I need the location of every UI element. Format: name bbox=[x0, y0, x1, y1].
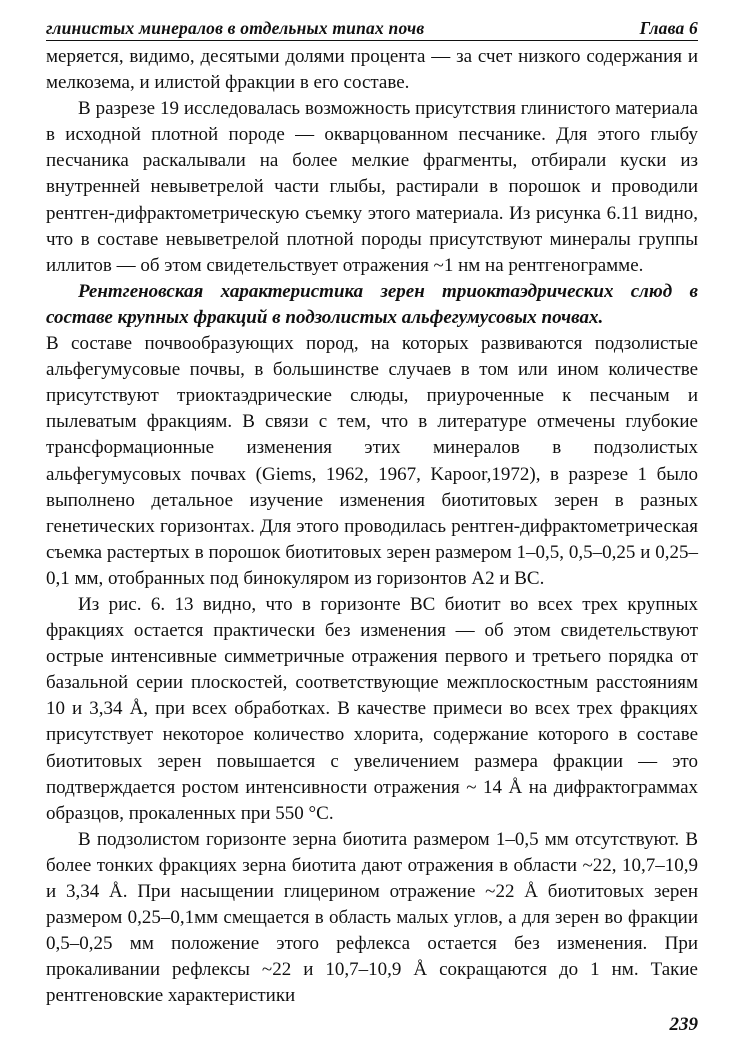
section-heading: Рентгеновская характеристика зерен триоктаэдрических слюд в составе крупных фракций в подзолистых альфегумусовых почвах. bbox=[46, 280, 698, 328]
paragraph: В составе почвообразующих пород, на которых развиваются подзолистые альфегумусовые почвы, в большинстве случаев в том или ином количестве присутствуют триоктаэдрические слюды, приуроченные к песчаным и пылеватым фракциям. В связи с тем, что в литературе отмечены глубокие трансформационные изменения этих минералов в подзолистых альфегумусовых почвах (Giems, 1962, 1967, Kapoor,1972), в разрезе 1 было выполнено детальное изучение изменения биотитовых зерен в разных генетических горизонтах. Для этого проводилась рентген-дифрактометрическая съемка растертых в порошок биотитовых зерен размером 1–0,5, 0,5–0,25 и 0,25–0,1 мм, отобранных под бинокуляром из горизонтов A2 и BC. bbox=[46, 333, 698, 589]
paragraph: Из рис. 6. 13 видно, что в горизонте BC биотит во всех трех крупных фракциях остается практически без изменения — об этом свидетельствуют острые интенсивные симметричные отражения первого и третьего порядка от базальной серии плоскостей, соответствующие межплоскостным расстояниям 10 и 3,34 Å, при всех обработках. В качестве примеси во всех трех фракциях присутствует некоторое количество хлорита, содержание которого в составе биотитовых зерен повышается с увеличением размера фракции — это подтверждается ростом интенсивности отражения ~ 14 Å на дифрактограммах образцов, прокаленных при 550 °C. bbox=[46, 593, 698, 824]
running-header bbox=[46, 12, 698, 42]
paragraph-continued: меряется, видимо, десятыми долями процента — за счет низкого содержания и мелкозема, и илистой фракции в его составе. bbox=[46, 46, 698, 94]
header-rule bbox=[46, 40, 698, 41]
chapter-label: Глава 6 bbox=[639, 18, 698, 38]
paragraph: В разрезе 19 исследовалась возможность присутствия глинистого материала в исходной плотной породе — окварцованном песчанике. Для этого глыбу песчаника раскалывали на более мелкие фрагменты, отбирали куски из внутренней невыветрелой части глыбы, растирали в порошок и проводили рентген-дифрактометрическую съемку этого материала. Из рисунка 6.11 видно, что в составе невыветрелой плотной породы присутствуют минералы группы иллитов — об этом свидетельствует отражения ~1 нм на рентгенограмме. bbox=[46, 98, 698, 276]
running-title: глинистых минералов в отдельных типах почв bbox=[46, 18, 425, 38]
page-body bbox=[46, 44, 698, 1009]
page-number: 239 bbox=[669, 1014, 698, 1035]
paragraph: В подзолистом горизонте зерна биотита размером 1–0,5 мм отсутствуют. В более тонких фракциях зерна биотита дают отражения в области ~22, 10,7–10,9 и 3,34 Å. При насыщении глицерином отражение ~22 Å биотитовых зерен размером 0,25–0,1мм смещается в область малых углов, а для зерен во фракции 0,5–0,25 мм положение этого рефлекса остается без изменения. При прокаливании рефлексы ~22 и 10,7–10,9 Å сокращаются до 1 нм. Такие рентгеновские характеристики bbox=[46, 828, 698, 1007]
